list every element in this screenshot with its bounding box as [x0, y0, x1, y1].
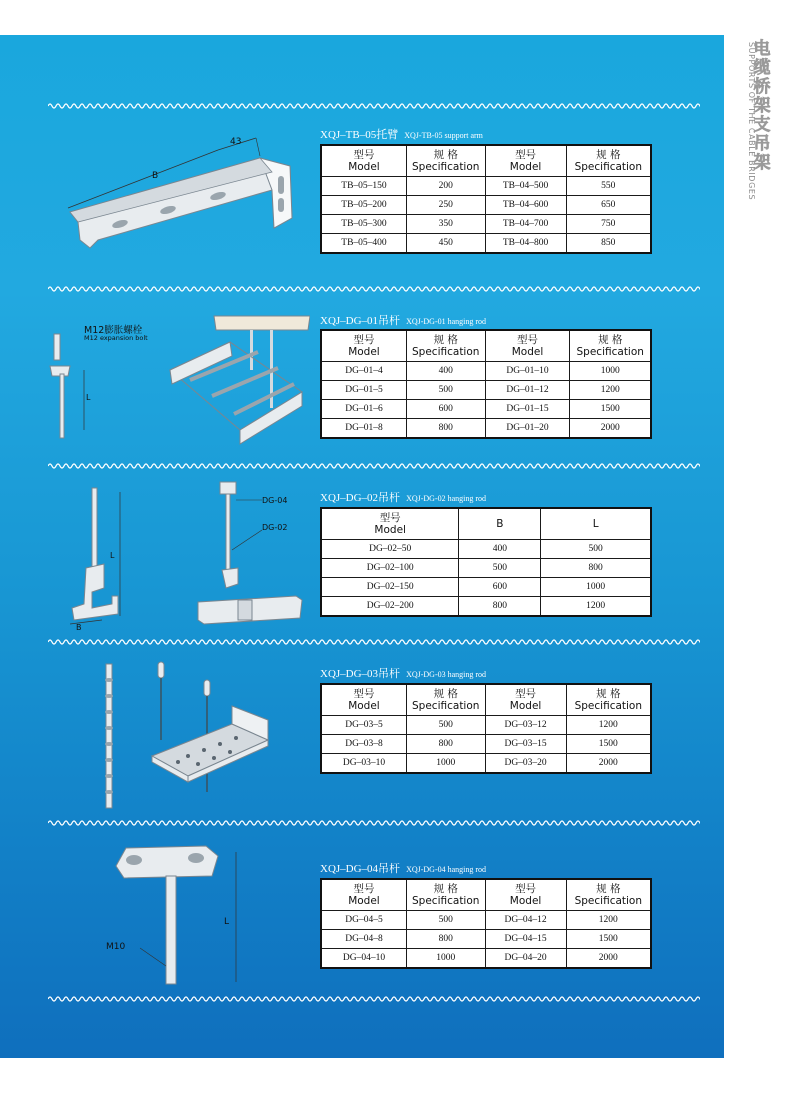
spec-table	[320, 507, 652, 617]
perforated-tray-illustration	[148, 660, 270, 806]
dimension-l-label: L	[110, 551, 115, 560]
table-row: TB–05–400 450 TB–04–800 850	[321, 234, 651, 254]
support-arm-illustration	[60, 128, 300, 268]
dg02-rod-illustration	[62, 484, 132, 630]
header-b: B	[459, 508, 541, 540]
bolt-label-en: M12 expansion bolt	[84, 334, 148, 342]
table-row: DG–01–8 800 DG–01–20 2000	[321, 419, 651, 439]
table-row: DG–01–6 600 DG–01–15 1500	[321, 400, 651, 419]
sidebar-title-cn: 电缆桥架支吊架	[753, 39, 771, 173]
header-model: 型号 Model	[321, 145, 406, 177]
header-spec: 规 格 Specification	[566, 145, 651, 177]
section-title: XQJ–DG–01吊杆 XQJ-DG-01 hanging rod	[320, 315, 487, 327]
header-model: 型号 Model	[321, 508, 459, 540]
header-model: 型号 Model	[485, 879, 566, 911]
section-title-cn: XQJ–TB–05托臂	[320, 129, 399, 141]
wave-divider	[48, 637, 700, 647]
header-spec: 规 格 Specification	[406, 879, 485, 911]
header-model: 型号 Model	[321, 879, 406, 911]
table-row: TB–05–150 200 TB–04–500 550	[321, 177, 651, 196]
header-model: 型号 Model	[485, 330, 570, 362]
header-spec: 规 格 Specification	[566, 879, 651, 911]
dimension-l-label: L	[224, 917, 230, 927]
section-title-en: XQJ-TB-05 support arm	[404, 131, 483, 140]
dg02-label: DG-02	[262, 523, 288, 532]
section-title: XQJ–DG–02吊杆 XQJ-DG-02 hanging rod	[320, 492, 487, 504]
table-row: TB–05–200 250 TB–04–600 650	[321, 196, 651, 215]
table-row: DG–02–200 800 1200	[321, 597, 651, 617]
sidebar-title-en: SUPPORTS OF THE CABLE BRIDGES	[747, 42, 756, 201]
header-model: 型号 Model	[485, 684, 566, 716]
table-row: DG–01–4 400 DG–01–10 1000	[321, 362, 651, 381]
table-row: DG–03–10 1000 DG–03–20 2000	[321, 754, 651, 774]
header-spec: 规 格 Specification	[406, 684, 485, 716]
header-spec: 规 格 Specification	[406, 330, 485, 362]
table-row: DG–03–8 800 DG–03–15 1500	[321, 735, 651, 754]
dg04-plate-rod-illustration	[100, 842, 250, 992]
spec-table	[320, 329, 652, 439]
header-model: 型号 Model	[485, 145, 566, 177]
header-spec: 规 格 Specification	[570, 330, 651, 362]
table-row: DG–02–150 600 1000	[321, 578, 651, 597]
header-spec: 规 格 Specification	[406, 145, 485, 177]
header-l: L	[541, 508, 651, 540]
dimension-l-label: L	[86, 393, 91, 402]
wave-divider	[48, 284, 700, 294]
threaded-rod-illustration	[96, 660, 126, 812]
wave-divider	[48, 101, 700, 111]
dimension-43-label: 43	[230, 137, 242, 147]
bolt-label-cn: M12膨胀螺栓	[84, 325, 143, 336]
wave-divider	[48, 461, 700, 471]
wave-divider	[48, 994, 700, 1004]
spec-table	[320, 683, 652, 774]
dimension-b-label: B	[152, 171, 159, 181]
dg02-tray-illustration	[196, 480, 306, 625]
expansion-bolt-illustration	[40, 330, 110, 445]
table-row: DG–02–50 400 500	[321, 540, 651, 559]
section-title	[320, 126, 483, 142]
header-model: 型号 Model	[321, 684, 406, 716]
dg04-label: DG-04	[262, 496, 288, 505]
spec-table	[320, 878, 652, 969]
header-model: 型号 Model	[321, 330, 406, 362]
table-row: DG–03–5 500 DG–03–12 1200	[321, 716, 651, 735]
wave-divider	[48, 818, 700, 828]
table-row: DG–04–8 800 DG–04–15 1500	[321, 930, 651, 949]
table-row: DG–04–5 500 DG–04–12 1200	[321, 911, 651, 930]
table-row: DG–04–10 1000 DG–04–20 2000	[321, 949, 651, 969]
section-title: XQJ–DG–03吊杆 XQJ-DG-03 hanging rod	[320, 668, 487, 680]
m10-label: M10	[106, 942, 126, 952]
dimension-b-label: B	[76, 623, 82, 630]
spec-table	[320, 144, 652, 254]
section-title: XQJ–DG–04吊杆 XQJ-DG-04 hanging rod	[320, 863, 487, 875]
header-spec: 规 格 Specification	[566, 684, 651, 716]
table-row: DG–01–5 500 DG–01–12 1200	[321, 381, 651, 400]
table-row: DG–02–100 500 800	[321, 559, 651, 578]
table-row: TB–05–300 350 TB–04–700 750	[321, 215, 651, 234]
hanging-rod-tray-illustration	[160, 312, 310, 447]
